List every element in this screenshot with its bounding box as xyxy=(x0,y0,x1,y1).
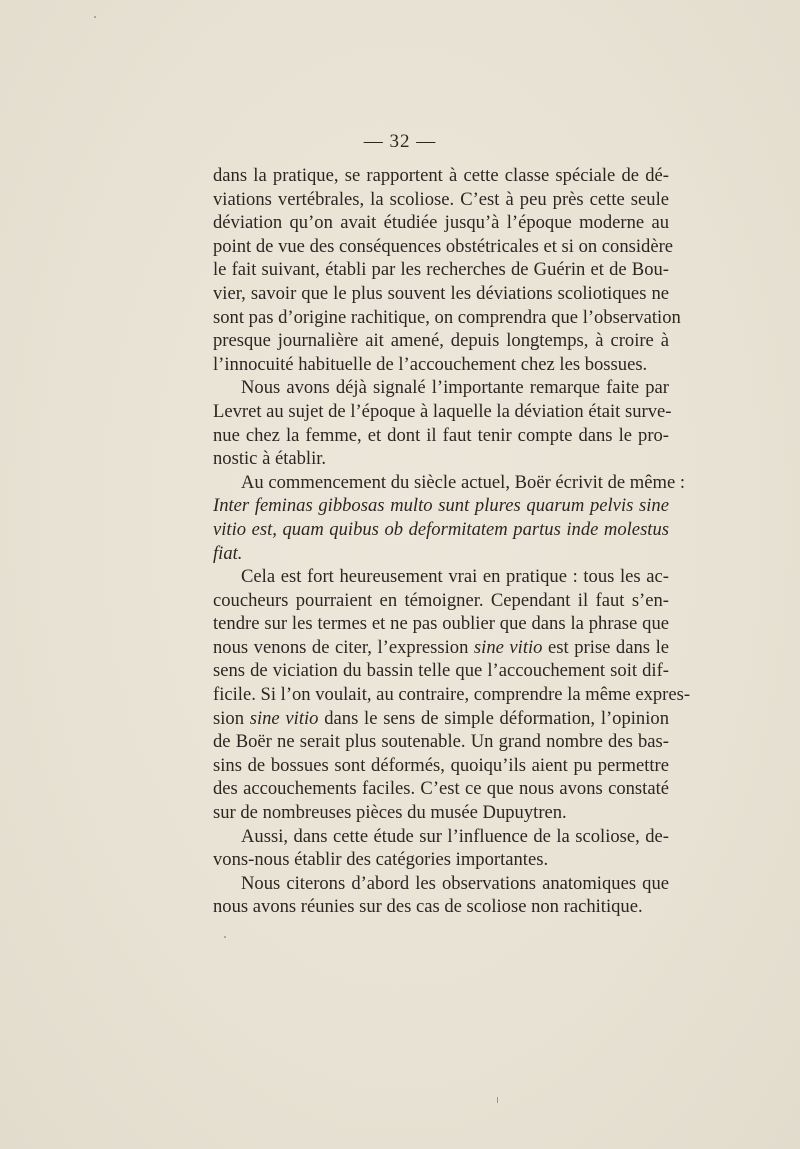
text-line: l’innocuité habituelle de l’accouchement chez les bossues. xyxy=(213,353,648,375)
italic-phrase: sine vitio xyxy=(249,707,319,729)
text-line: de Boër ne serait plus soutenable. Un grand nombre des bas- xyxy=(213,731,669,753)
italic-phrase: sine vitio xyxy=(473,636,543,658)
text-line: dans la pratique, se rapportent à cette classe spéciale de dé- xyxy=(213,165,669,186)
text-line: Aussi, dans cette étude sur l’influence de la scoliose, de- xyxy=(241,825,669,847)
body-text xyxy=(213,164,691,919)
text-run: dans le sens de simple déformation, l’opinion xyxy=(318,707,669,729)
text-line: tendre sur les termes et ne pas oublier que dans la phrase que xyxy=(213,613,669,635)
text-line: vier, savoir que le plus souvent les déviations scoliotiques ne xyxy=(213,282,669,304)
page-number: — 32 — xyxy=(363,131,437,152)
text-line: vons-nous établir des catégories importantes. xyxy=(213,849,549,871)
text-line: presque journalière ait amené, depuis longtemps, à croire à xyxy=(213,330,669,352)
text-line: point de vue des conséquences obstétricales et si on considère xyxy=(213,235,674,257)
text-line: coucheurs pourraient en témoigner. Cependant il faut s’en- xyxy=(213,589,669,611)
text-line: des accouchements faciles. C’est ce que nous avons constaté xyxy=(213,778,669,800)
text-line: sins de bossues sont déformés, quoiqu’ils aient pu permettre xyxy=(213,754,669,776)
text-line: Nous avons déjà signalé l’importante remarque faite par xyxy=(241,377,669,399)
text-line: le fait suivant, établi par les recherches de Guérin et de Bou- xyxy=(213,259,669,281)
text-line: sens de viciation du bassin telle que l’accouchement soit dif- xyxy=(213,660,669,682)
text-line: nostic à établir. xyxy=(213,448,327,470)
paper-speck xyxy=(497,1097,498,1103)
paper-speck xyxy=(224,936,226,938)
text-line: sur de nombreuses pièces du musée Dupuytren. xyxy=(213,802,567,824)
text-line xyxy=(213,636,669,660)
text-run: est prise dans le xyxy=(542,636,669,658)
text-line: nue chez la femme, et dont il faut tenir compte dans le pro- xyxy=(213,424,669,446)
latin-quote-line: Inter feminas gibbosas multo sunt plures quarum pelvis sine xyxy=(213,495,669,517)
text-line: sont pas d’origine rachitique, on comprendra que l’observation xyxy=(213,306,681,328)
text-line: déviation qu’on avait étudiée jusqu’à l’époque moderne au xyxy=(213,212,669,234)
paper-speck xyxy=(94,16,96,18)
text-line: nous avons réunies sur des cas de scoliose non rachitique. xyxy=(213,896,643,918)
text-line: ficile. Si l’on voulait, au contraire, comprendre la même expres- xyxy=(213,684,691,706)
text-run: nous venons de citer, l’expression xyxy=(213,636,474,658)
text-run: sion xyxy=(213,707,250,729)
text-line xyxy=(213,707,669,731)
text-line: Levret au sujet de l’époque à laquelle la déviation était surve- xyxy=(213,400,672,422)
latin-quote-line: fiat. xyxy=(213,542,243,564)
latin-quote-line: vitio est, quam quibus ob deformitatem partus inde molestus xyxy=(213,518,669,540)
text-line: viations vertébrales, la scoliose. C’est à peu près cette seule xyxy=(213,188,669,210)
text-line: Nous citerons d’abord les observations anatomiques que xyxy=(241,872,669,894)
text-line: Au commencement du siècle actuel, Boër écrivit de même : xyxy=(241,471,686,493)
text-line: Cela est fort heureusement vrai en pratique : tous les ac- xyxy=(241,566,669,588)
